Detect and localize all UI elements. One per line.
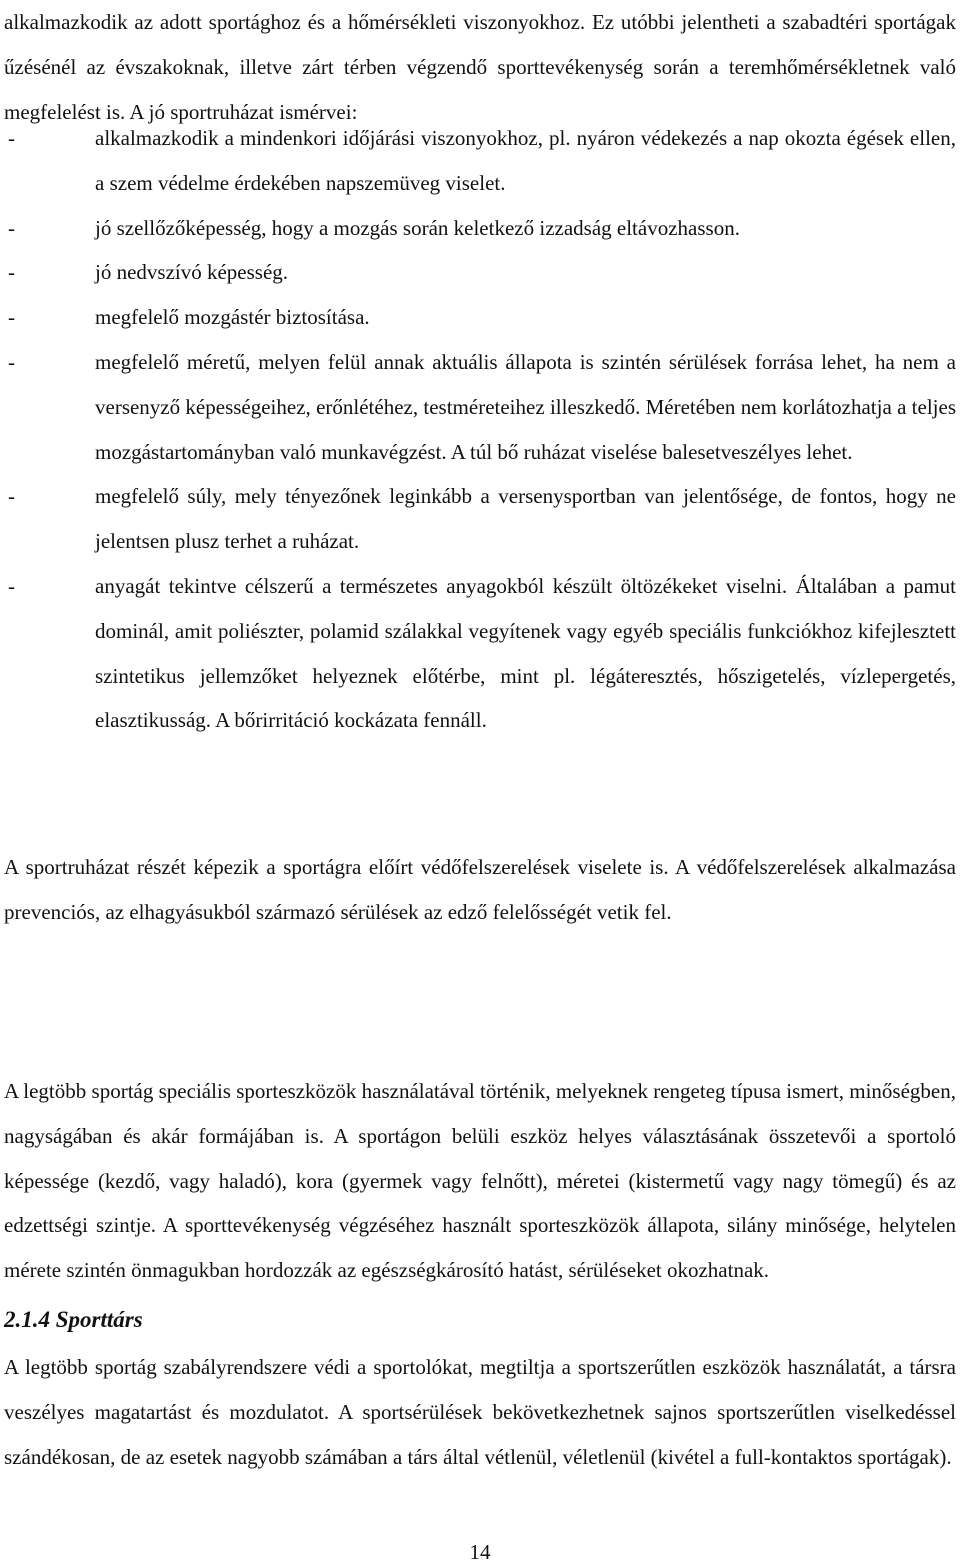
protective-equipment-paragraph — [4, 845, 956, 935]
section-heading — [4, 1298, 143, 1342]
criteria-list — [4, 116, 956, 743]
intro-text: alkalmazkodik az adott sportághoz és a hőmérsékleti viszonyokhoz. Ez utóbbi jelentheti a szabadtéri sportágak űzésénél az évszakoknak, illetve zárt térben végzendő sporttevékenység során a teremhőmérsékletnek való megfelelést is. A jó sportruházat ismérvei: — [4, 10, 956, 124]
list-item — [4, 564, 956, 743]
list-item — [4, 474, 956, 564]
list-item-text: megfelelő méretű, melyen felül annak aktuális állapota is szintén sérülések forrása lehet, ha nem a versenyző képességeihez, erőnlétéhez, testméreteihez illeszkedő. Méretében nem korlátozhatja a teljes mozgástartományban való munkavégzést. A túl bő ruházat viselése balesetveszélyes lehet. — [95, 349, 956, 464]
list-item — [4, 295, 956, 340]
list-item — [4, 116, 956, 206]
list-dash: - — [8, 305, 15, 330]
teammate-paragraph — [4, 1345, 956, 1479]
list-item-text: jó nedvszívó képesség. — [95, 260, 289, 285]
list-item-text: jó szellőzőképesség, hogy a mozgás során keletkező izzadság eltávozhasson. — [95, 215, 740, 240]
list-dash: - — [8, 126, 15, 150]
paragraph-text: A legtöbb sportág speciális sporteszközök használatával történik, melyeknek rengeteg típusa ismert, minőségben, nagyságában és akár formájában is. A sportágon belüli eszköz helyes választásának összetevői a sportoló képessége (kezdő, vagy haladó), kora (gyermek vagy felnőtt), méretei (kistermetű vagy nagy tömegű) és az edzettségi szintje. A sporttevékenység végzéséhez használt sporteszközök állapota, silány minősége, helytelen mérete szintén önmagukban hordozzák az egészségkárosító hatást, sérüléseket okozhatnak. — [4, 1079, 956, 1283]
list-dash: - — [8, 573, 15, 598]
list-item — [4, 340, 956, 474]
list-dash: - — [8, 260, 15, 285]
list-item-text: anyagát tekintve célszerű a természetes anyagokból készült öltözékeket viselni. Általában a pamut dominál, amit poliészter, polamid szálakkal vegyítenek vagy egyéb speciális funkciókhoz kifejlesztett szintetikus jellemzőket helyeznek előtérbe, mint pl. légáteresztés, hőszigetelés, vízlepergetés, elasztikusság. A bőrirritáció kockázata fennáll. — [95, 573, 956, 733]
list-item — [4, 206, 956, 251]
list-dash: - — [8, 349, 15, 374]
page-number: 14 — [469, 1540, 491, 1564]
paragraph-text: A legtöbb sportág szabályrendszere védi a sportolókat, megtiltja a sportszerűtlen eszközök használatát, a társra veszélyes magatartást és mozdulatot. A sportsérülések bekövetkezhetnek sajnos sportszerűtlen viselkedéssel szándékosan, de az esetek nagyobb számában a társ által vétlenül, véletlenül (kivétel a full-kontaktos sportágak). — [4, 1355, 956, 1469]
list-item-text: megfelelő mozgástér biztosítása. — [95, 305, 370, 330]
section-number: 2.1.4 — [4, 1307, 50, 1332]
list-item — [4, 250, 956, 295]
sport-equipment-paragraph — [4, 1069, 956, 1293]
paragraph-text: A sportruházat részét képezik a sportágra előírt védőfelszerelések viselete is. A védőfelszerelések alkalmazása prevenciós, az elhagyásukból származó sérülések az edző felelősségét vetik fel. — [4, 855, 956, 924]
list-item-text: megfelelő súly, mely tényezőnek leginkább a versenysportban van jelentősége, de fontos, hogy ne jelentsen plusz terhet a ruházat. — [95, 484, 956, 554]
list-dash: - — [8, 215, 15, 240]
list-dash: - — [8, 484, 15, 509]
list-item-text: alkalmazkodik a mindenkori időjárási viszonyokhoz, pl. nyáron védekezés a nap okozta égések ellen, a szem védelme érdekében napszemüveg viselet. — [95, 126, 956, 195]
section-title: Sporttárs — [55, 1307, 143, 1332]
intro-paragraph — [4, 0, 956, 134]
